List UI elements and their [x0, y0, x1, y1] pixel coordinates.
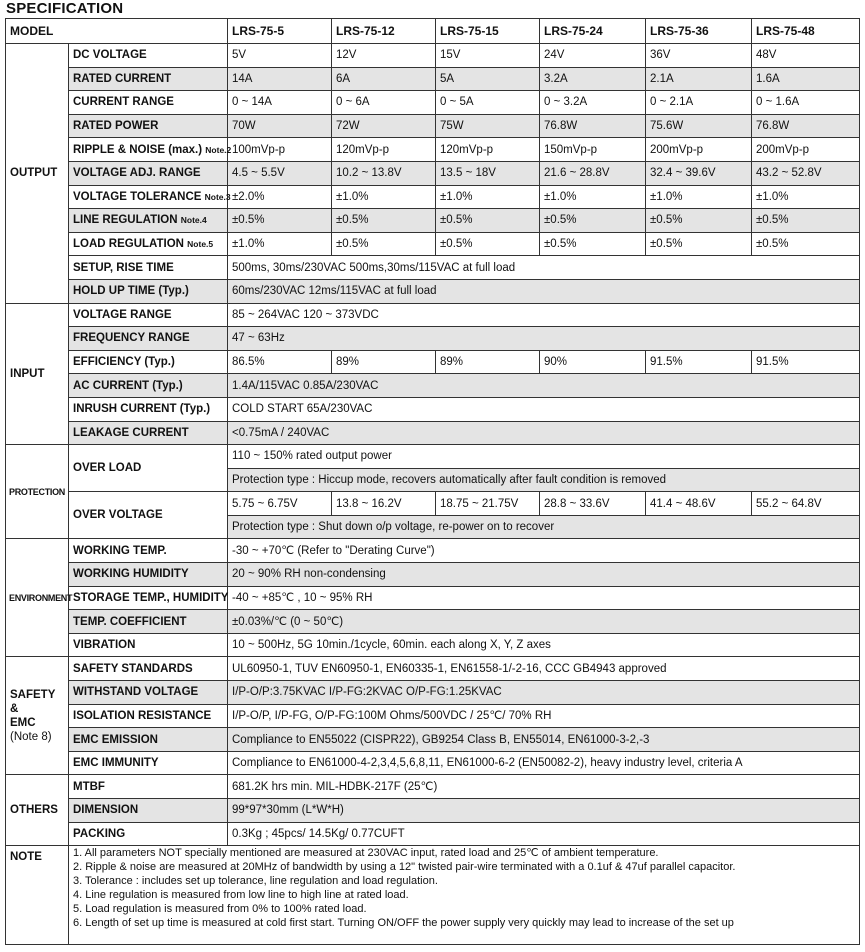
safety-row	[6, 751, 860, 775]
group-safety-line: SAFETY &	[10, 688, 56, 715]
header-row	[6, 19, 860, 44]
spec-item-text: HOLD UP TIME (Typ.)	[73, 285, 189, 298]
spec-value: 91.5%	[646, 350, 752, 374]
spec-value: 70W	[228, 114, 332, 138]
spec-value: 85 ~ 264VAC 120 ~ 373VDC	[228, 303, 860, 327]
spec-value: 2.1A	[646, 67, 752, 91]
spec-item-label	[69, 397, 228, 421]
model-name: LRS-75-24	[540, 19, 646, 44]
output-row	[6, 256, 860, 280]
spec-value: <0.75mA / 240VAC	[228, 421, 860, 445]
spec-value: 14A	[228, 67, 332, 91]
output-row	[6, 114, 860, 138]
spec-value: 99*97*30mm (L*W*H)	[228, 799, 860, 823]
spec-value: ±0.5%	[436, 209, 540, 233]
spec-value: 3.2A	[540, 67, 646, 91]
spec-value: 20 ~ 90% RH non-condensing	[228, 563, 860, 587]
output-row	[6, 232, 860, 256]
spec-value: UL60950-1, TUV EN60950-1, EN60335-1, EN61558-1/-2-16, CCC GB4943 approved	[228, 657, 860, 681]
spec-item-label	[69, 751, 228, 775]
spec-item-label	[69, 445, 228, 492]
page-title: SPECIFICATION	[6, 0, 124, 17]
spec-value: 500ms, 30ms/230VAC 500ms,30ms/115VAC at full load	[228, 256, 860, 280]
output-row	[6, 138, 860, 162]
spec-item-note: Note.2	[205, 144, 232, 155]
spec-value: 13.8 ~ 16.2V	[332, 492, 436, 516]
spec-value: 47 ~ 63Hz	[228, 327, 860, 351]
spec-value: 6A	[332, 67, 436, 91]
environment-row	[6, 633, 860, 657]
spec-table-body	[6, 19, 860, 945]
spec-item-text: LOAD REGULATION	[73, 238, 184, 251]
output-row	[6, 185, 860, 209]
others-row	[6, 775, 860, 799]
spec-item-text: RATED POWER	[73, 120, 159, 133]
spec-item-label	[69, 374, 228, 398]
spec-value: Compliance to EN61000-4-2,3,4,5,6,8,11, EN61000-6-2 (EN50082-2), heavy industry level, criteria A	[228, 751, 860, 775]
spec-value: 200mVp-p	[646, 138, 752, 162]
spec-value: 89%	[436, 350, 540, 374]
spec-value: ±0.5%	[332, 209, 436, 233]
spec-value: 24V	[540, 44, 646, 68]
model-name: LRS-75-12	[332, 19, 436, 44]
environment-row	[6, 610, 860, 634]
spec-value: 0 ~ 1.6A	[752, 91, 860, 115]
spec-item-text: VOLTAGE RANGE	[73, 308, 172, 321]
spec-value: 0.3Kg ; 45pcs/ 14.5Kg/ 0.77CUFT	[228, 822, 860, 846]
spec-value: ±0.5%	[332, 232, 436, 256]
spec-value: 41.4 ~ 48.6V	[646, 492, 752, 516]
spec-value: -40 ~ +85℃ , 10 ~ 95% RH	[228, 586, 860, 610]
spec-item-label	[69, 256, 228, 280]
safety-row	[6, 681, 860, 705]
spec-item-label	[69, 209, 228, 233]
spec-item-label	[69, 657, 228, 681]
others-row	[6, 822, 860, 846]
spec-item-label	[69, 704, 228, 728]
spec-item-text: LEAKAGE CURRENT	[73, 426, 189, 439]
spec-value: 100mVp-p	[228, 138, 332, 162]
environment-row	[6, 586, 860, 610]
spec-value: 43.2 ~ 52.8V	[752, 161, 860, 185]
spec-item-note: Note.5	[187, 239, 214, 250]
spec-value: 5A	[436, 67, 540, 91]
spec-item-label	[69, 633, 228, 657]
protection-row	[6, 445, 860, 469]
spec-item-text: OVER LOAD	[73, 462, 142, 475]
spec-item-label	[69, 822, 228, 846]
spec-item-text: SETUP, RISE TIME	[73, 261, 174, 274]
spec-value: ±1.0%	[540, 185, 646, 209]
spec-item-text: EMC IMMUNITY	[73, 757, 159, 770]
output-row	[6, 44, 860, 68]
spec-item-text: DIMENSION	[73, 804, 139, 817]
spec-item-text: VOLTAGE TOLERANCE	[73, 190, 202, 203]
input-row	[6, 397, 860, 421]
spec-item-label	[69, 681, 228, 705]
spec-item-label	[69, 421, 228, 445]
spec-item-text: CURRENT RANGE	[73, 96, 174, 109]
group-safety-line: EMC	[10, 716, 36, 729]
spec-value: 5.75 ~ 6.75V	[228, 492, 332, 516]
spec-value: 110 ~ 150% rated output power	[228, 445, 860, 469]
spec-value: 0 ~ 5A	[436, 91, 540, 115]
spec-item-label	[69, 539, 228, 563]
spec-value: ±1.0%	[752, 185, 860, 209]
spec-value: 200mVp-p	[752, 138, 860, 162]
spec-value: ±0.5%	[540, 232, 646, 256]
spec-value: ±0.5%	[540, 209, 646, 233]
spec-value: 681.2K hrs min. MIL-HDBK-217F (25℃)	[228, 775, 860, 799]
note-item: 4. Line regulation is measured from low line to high line at rated load.	[73, 889, 409, 902]
spec-item-text: OVER VOLTAGE	[73, 509, 163, 522]
spec-item-text: STORAGE TEMP., HUMIDITY	[73, 591, 229, 604]
spec-value: 48V	[752, 44, 860, 68]
others-row	[6, 799, 860, 823]
spec-item-label	[69, 91, 228, 115]
spec-item-text: RATED CURRENT	[73, 72, 172, 85]
spec-value: 86.5%	[228, 350, 332, 374]
spec-item-text: INRUSH CURRENT (Typ.)	[73, 403, 211, 416]
spec-value: 75.6W	[646, 114, 752, 138]
spec-value: 60ms/230VAC 12ms/115VAC at full load	[228, 279, 860, 303]
group-others: OTHERS	[6, 775, 69, 846]
input-row	[6, 421, 860, 445]
spec-value: 76.8W	[752, 114, 860, 138]
spec-item-text: EMC EMISSION	[73, 733, 158, 746]
spec-value: ±0.5%	[646, 232, 752, 256]
spec-item-text: RIPPLE & NOISE (max.)	[73, 143, 203, 156]
spec-value: 10 ~ 500Hz, 5G 10min./1cycle, 60min. each along X, Y, Z axes	[228, 633, 860, 657]
spec-item-label	[69, 327, 228, 351]
spec-item-label	[69, 775, 228, 799]
model-name: LRS-75-5	[228, 19, 332, 44]
spec-value: ±0.5%	[436, 232, 540, 256]
model-name: LRS-75-36	[646, 19, 752, 44]
spec-item-text: MTBF	[73, 780, 105, 793]
spec-item-label	[69, 350, 228, 374]
spec-value: 0 ~ 2.1A	[646, 91, 752, 115]
input-row	[6, 374, 860, 398]
safety-row	[6, 704, 860, 728]
safety-row	[6, 657, 860, 681]
spec-value: ±1.0%	[228, 232, 332, 256]
spec-value: 76.8W	[540, 114, 646, 138]
note-item: 3. Tolerance : includes set up tolerance, line regulation and load regulation.	[73, 875, 438, 888]
environment-row	[6, 539, 860, 563]
output-row	[6, 161, 860, 185]
spec-item-label	[69, 586, 228, 610]
spec-item-text: LINE REGULATION	[73, 214, 178, 227]
model-name: LRS-75-15	[436, 19, 540, 44]
spec-item-text: PACKING	[73, 827, 126, 840]
spec-value: 4.5 ~ 5.5V	[228, 161, 332, 185]
spec-value: 15V	[436, 44, 540, 68]
spec-item-label	[69, 728, 228, 752]
input-row	[6, 303, 860, 327]
spec-item-label	[69, 563, 228, 587]
spec-value: Protection type : Shut down o/p voltage, re-power on to recover	[228, 515, 860, 539]
group-protection: PROTECTION	[6, 445, 69, 539]
spec-value: 21.6 ~ 28.8V	[540, 161, 646, 185]
spec-value: I/P-O/P:3.75KVAC I/P-FG:2KVAC O/P-FG:1.25KVAC	[228, 681, 860, 705]
spec-value: 75W	[436, 114, 540, 138]
protection-row	[6, 492, 860, 516]
spec-value: 89%	[332, 350, 436, 374]
spec-value: Compliance to EN55022 (CISPR22), GB9254 Class B, EN55014, EN61000-3-2,-3	[228, 728, 860, 752]
spec-value: ±2.0%	[228, 185, 332, 209]
spec-item-text: TEMP. COEFFICIENT	[73, 615, 187, 628]
spec-value: 120mVp-p	[332, 138, 436, 162]
notes-content	[69, 846, 860, 945]
spec-value: 32.4 ~ 39.6V	[646, 161, 752, 185]
spec-value: 55.2 ~ 64.8V	[752, 492, 860, 516]
spec-value: ±0.03%/℃ (0 ~ 50℃)	[228, 610, 860, 634]
spec-item-label	[69, 232, 228, 256]
spec-value: 1.6A	[752, 67, 860, 91]
spec-value: 150mVp-p	[540, 138, 646, 162]
spec-table	[5, 18, 860, 945]
spec-value: 120mVp-p	[436, 138, 540, 162]
spec-item-text: WORKING TEMP.	[73, 544, 167, 557]
output-row	[6, 209, 860, 233]
spec-value: Protection type : Hiccup mode, recovers automatically after fault condition is removed	[228, 468, 860, 492]
spec-item-label	[69, 67, 228, 91]
spec-value: COLD START 65A/230VAC	[228, 397, 860, 421]
output-row	[6, 91, 860, 115]
spec-value: 91.5%	[752, 350, 860, 374]
spec-value: 18.75 ~ 21.75V	[436, 492, 540, 516]
spec-value: 1.4A/115VAC 0.85A/230VAC	[228, 374, 860, 398]
spec-value: 0 ~ 3.2A	[540, 91, 646, 115]
spec-item-text: SAFETY STANDARDS	[73, 662, 193, 675]
spec-value: ±0.5%	[752, 232, 860, 256]
spec-value: 72W	[332, 114, 436, 138]
environment-row	[6, 563, 860, 587]
spec-value: 0 ~ 6A	[332, 91, 436, 115]
spec-value: ±1.0%	[646, 185, 752, 209]
output-row	[6, 279, 860, 303]
spec-item-note: Note.4	[180, 215, 207, 226]
spec-item-label	[69, 303, 228, 327]
note-item: 1. All parameters NOT specially mentioned are measured at 230VAC input, rated load and 25℃ of ambient temperature.	[73, 847, 659, 860]
spec-value: 28.8 ~ 33.6V	[540, 492, 646, 516]
spec-value: 36V	[646, 44, 752, 68]
note-item: 5. Load regulation is measured from 0% to 100% rated load.	[73, 903, 367, 916]
spec-item-text: AC CURRENT (Typ.)	[73, 379, 183, 392]
note-item: 6. Length of set up time is measured at cold first start. Turning ON/OFF the power supply very quickly may lead to increase of the set up	[73, 917, 734, 930]
spec-value: 10.2 ~ 13.8V	[332, 161, 436, 185]
group-environment: ENVIRONMENT	[6, 539, 69, 657]
group-input: INPUT	[6, 303, 69, 445]
group-safety-line: (Note 8)	[10, 730, 52, 743]
model-header: MODEL	[6, 19, 228, 44]
spec-item-text: VOLTAGE ADJ. RANGE	[73, 167, 201, 180]
spec-value: ±1.0%	[332, 185, 436, 209]
spec-value: I/P-O/P, I/P-FG, O/P-FG:100M Ohms/500VDC / 25℃/ 70% RH	[228, 704, 860, 728]
spec-item-label	[69, 279, 228, 303]
spec-item-label	[69, 44, 228, 68]
spec-item-note: Note.3	[204, 191, 231, 202]
spec-value: ±1.0%	[436, 185, 540, 209]
spec-value: ±0.5%	[752, 209, 860, 233]
spec-item-text: FREQUENCY RANGE	[73, 332, 190, 345]
group-output: OUTPUT	[6, 44, 69, 304]
note-item: 2. Ripple & noise are measured at 20MHz of bandwidth by using a 12" twisted pair-wire terminated with a 0.1uf & 47uf parallel capacitor.	[73, 861, 736, 874]
output-row	[6, 67, 860, 91]
spec-value: ±0.5%	[646, 209, 752, 233]
spec-value: 5V	[228, 44, 332, 68]
spec-item-text: EFFICIENCY (Typ.)	[73, 356, 175, 369]
spec-item-label	[69, 799, 228, 823]
spec-item-label	[69, 492, 228, 539]
spec-item-text: WORKING HUMIDITY	[73, 568, 189, 581]
spec-value: 90%	[540, 350, 646, 374]
spec-item-label	[69, 185, 231, 209]
spec-item-label	[69, 161, 228, 185]
spec-value: ±0.5%	[228, 209, 332, 233]
spec-item-text: DC VOLTAGE	[73, 49, 147, 62]
notes-row	[6, 846, 860, 945]
input-row	[6, 350, 860, 374]
spec-item-label	[69, 610, 228, 634]
spec-item-text: WITHSTAND VOLTAGE	[73, 686, 199, 699]
spec-value: 13.5 ~ 18V	[436, 161, 540, 185]
safety-row	[6, 728, 860, 752]
spec-item-text: ISOLATION RESISTANCE	[73, 709, 212, 722]
spec-item-label	[69, 114, 228, 138]
spec-value: 0 ~ 14A	[228, 91, 332, 115]
group-safety	[6, 657, 69, 775]
input-row	[6, 327, 860, 351]
spec-item-text: VIBRATION	[73, 639, 136, 652]
model-name: LRS-75-48	[752, 19, 860, 44]
spec-item-label	[69, 138, 232, 162]
spec-value: -30 ~ +70℃ (Refer to "Derating Curve")	[228, 539, 860, 563]
group-note: NOTE	[6, 846, 69, 945]
spec-value: 12V	[332, 44, 436, 68]
